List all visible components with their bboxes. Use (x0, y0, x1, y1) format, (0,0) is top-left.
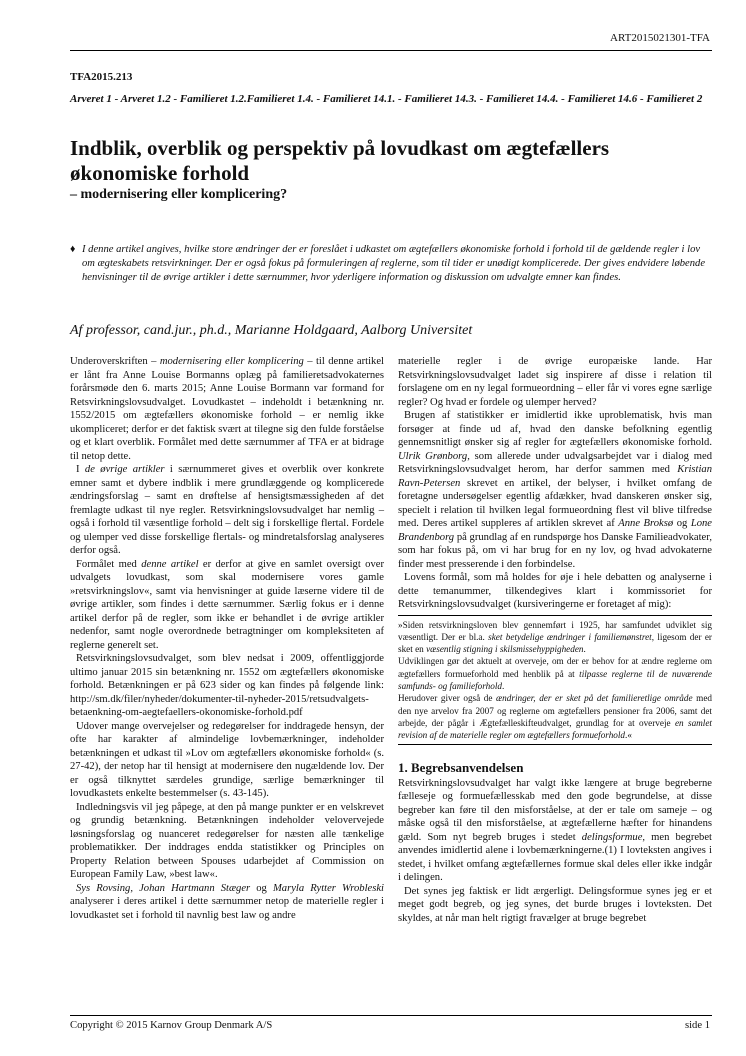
header-rule (70, 50, 712, 51)
section-heading: 1. Begrebsanvendelsen (398, 760, 524, 776)
quote-paragraph: »Siden retsvirkningsloven blev gennemført i 1925, har samfundet udviklet sig væsentligt. Der er bl.a. sket betydelige ændringer i familiemønstret, ligesom der er sket en væsentlig stigning i skilsmissehyppigheden. (398, 619, 712, 655)
diamond-bullet-icon: ♦ (70, 244, 76, 255)
article-subtitle: – modernisering eller komplicering? (70, 187, 288, 202)
abstract-text: I denne artikel angives, hvilke store ændringer der er foreslået i udkastet om ægtefællers økonomiske forhold i forhold til de gældende regler i lov om ægteskabets retsvirkninger. Der er også fokus på formuleringen af reglerne, som til tider er unødigt komplicerede. Der gives endvidere løbende henvisninger til de øvrige artikler i dette særnummer, hvor yderligere information og diskussion om udvalgte emner kan findes. (82, 244, 706, 283)
paragraph: I de øvrige artikler i særnummeret gives et overblik over konkrete emner samt et dybere indblik i mere grundlæggende og komplicerede ændringsforslag – samt en drøftelse af hensigtsmæssigheden af det fremlagte udkast til nye regler. Retsvirkningslovsudvalget har nemlig – også i forhold til væsentlige forhold – delt sig i forskellige flertal. Fordele og ulemper ved disse forskellige flertals- og mindretalsforslag analyseres derfor også. (70, 464, 384, 556)
keyword-list: Arveret 1 - Arveret 1.2 - Familieret 1.2.Familieret 1.4. - Familieret 14.1. - Familieret 14.3. - Familieret 14.4. - Familieret 14.6 - Familieret 2 (70, 93, 703, 105)
article-title: Indblik, overblik og perspektiv på lovudkast om ægtefællers økonomiske forhold (70, 136, 610, 185)
paragraph: Retsvirkningslovsudvalget har valgt ikke længere at bruge begreberne fælleseje og formuefællesskab med den gode begrundelse, at disse begreber kan føre til den misforståelse, at der er tale om sameje – og måske også til den misforståelse, at ægtefællerne hæfter for hinandens gæld. Som nyt begreb bruges i stedet delingsformue, men begrebet anvendes imidlertid alene i lovbemærkningerne.(1) I lovteksten angives i stedet, i hvilket omfang ægtefællernes formue skal deles eller ikke indgår i delingen. (398, 777, 712, 884)
abstract (70, 243, 712, 285)
paragraph: Brugen af statistikker er imidlertid ikke uproblematisk, hvis man forsøger at finde ud af, hvad den danske befolkning egentlig gennemsnitligt ønsker sig af regler for ægtefællers økonomiske forhold. Ulrik Grønborg, som allerede under udvalgsarbejdet var i dialog med Retsvirkningslovsudvalget herom, har derfor sammen med Kristian Ravn-Petersen skrevet en artikel, der belyser, i hvilket omfang de foretagne undersøgelser egentlig afdækker, hvad danskeren ønsker sig, specielt i relation til hvilken legal formueordning flest vil blive tilfredse med. Deres artikel suppleres af artiklen skrevet af Anne Broksø og Lone Brandenborg på grundlag af en rundspørge hos Danske Familieadvokater, som har fokus på, om vi har brug for en ny lov, og hvad advokaterne finder mest presserende i den forbindelse. (398, 410, 712, 570)
paragraph: Sys Rovsing, Johan Hartmann Stæger og Maryla Rytter Wrobleski analyserer i deres artikel i dette særnummer netop de materielle regler i lovudkastet set i forhold til navnlig best law og andre (70, 882, 384, 921)
paragraph: Det synes jeg faktisk er lidt ærgerligt. Delingsformue synes jeg er et meget godt begreb, og jeg synes, det burde bruges i lovteksten. Det skyldes, at når man helt rigtigt fravælger at bruge begrebet (398, 885, 712, 924)
paragraph: Lovens formål, som må holdes for øje i hele debatten og analyserne i dette temanummer, tilkendegives klart i kommissoriet for Retsvirkningslovsudvalget (kursiveringerne er foretaget af mig): (398, 572, 712, 610)
footer-rule (70, 1015, 712, 1016)
paragraph: Udover mange overvejelser og redegørelser for inddragede hensyn, der ofte har karakter af almindelige lovbemærkninger, indeholder betænkningen et udkast til »Lov om ægtefællers økonomiske forhold« (s. 27-42), der netop har til hensigt at modernisere den nugældende lov. Der er også tilknyttet særdeles grundige, særlige bemærkninger til lovudkastets enkelte bestemmelser (s. 43-145). (70, 720, 384, 799)
paragraph: Underoverskriften – modernisering eller komplicering – til denne artikel er lånt fra Anne Louise Bormanns oplæg på familieretsadvokaternes forårsmøde den 6. marts 2015; Anne Louise Bormann var formand for Retsvirkningslovsudvalget. Lovudkastet – indeholdt i betænkning nr. 1552/2015 om ægtefællers økonomiske forhold – er nemlig ikke ukompliceret; derfor er det faktisk svært at tilegne sig den fulde forståelse og et klart overblik. Formålet med dette særnummer af TFA er at bidrage til netop dette. (70, 356, 384, 462)
left-column (70, 355, 384, 922)
paragraph: Formålet med denne artikel er derfor at give en samlet oversigt over udvalgets lovudkast, som skal modernisere vores gamle »retsvirkningslov«, samt via henvisninger at guide læserne videre til de øvrige artikler, som findes i dette særnummer. Særlig fokus er i denne artikel derfor på de regler, som ikke er behandlet i de øvrige artikler nedenfor, samt nogle overordnede betragtninger om kompleksiteten af reglerne generelt set. (70, 558, 384, 651)
paragraph: materielle regler i de øvrige europæiske lande. Har Retsvirkningslovsudvalget ladet sig inspirere af disse i relation til forslagene om en ny legal formueordning – eller får vi vores egne særlige regler? Og hvad er fordele og ulemper herved? (398, 356, 712, 408)
quote-paragraph: Udviklingen gør det aktuelt at overveje, om der er behov for at ændre reglerne om ægtefællers formueforhold med henblik på at tilpasse reglerne til de nuværende samfunds- og familieforhold. (398, 656, 712, 691)
page-number: side 1 (684, 1020, 710, 1031)
author-byline: Af professor, cand.jur., ph.d., Marianne Holdgaard, Aalborg Universitet (70, 323, 473, 338)
block-quote (398, 615, 712, 746)
paragraph: Retsvirkningslovsudvalget, som blev nedsat i 2009, offentliggjorde ultimo januar 2015 sin betænkning nr. 1552 om ægtefællers økonomiske forhold. Betænkningen er på 623 sider og kan findes på følgende link: http://sm.dk/filer/nyheder/dokumenter-til-nyheder-2015/retsudvalgets-betaenkning-om-aegtefaellers-okonomiske-forhold.pdf (70, 653, 384, 718)
right-column (398, 355, 712, 925)
document-id: ART2015021301-TFA (610, 32, 710, 44)
quote-paragraph: Herudover giver også de ændringer, der er sket på det familieretlige område med den nye arvelov fra 2007 og reglerne om ægtefællers pensioner fra 2006, samt det arbejde, der pågår i Ægtefælleskifteudvalget, grundlag for at overveje en samlet revision af de materielle regler om ægtefællers formueforhold.« (398, 693, 712, 741)
copyright-notice: Copyright © 2015 Karnov Group Denmark A/S (70, 1020, 273, 1031)
tfa-number: TFA2015.213 (70, 71, 133, 83)
paragraph: Indledningsvis vil jeg påpege, at den på mange punkter er en velskrevet og grundig betænkning. Betænkningen indeholder velovervejede løsningsforslag og nuanceret redegørelser for næsten alle tænkelige problematikker. Der inddrages endda statistikker og Principles on Property Relation between Spouses udarbejdet af Commission on European Family Law, »best law«. (70, 801, 384, 880)
